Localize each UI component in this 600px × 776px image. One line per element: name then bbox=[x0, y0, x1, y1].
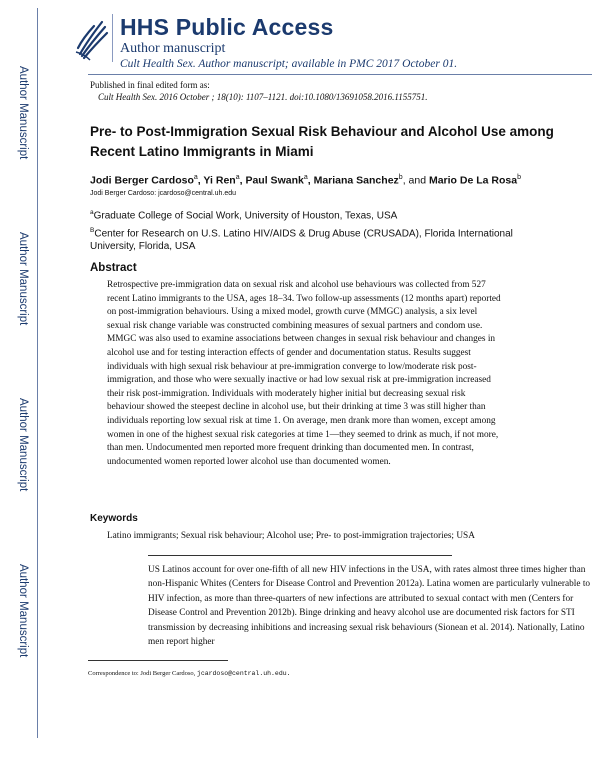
keywords-text: Latino immigrants; Sexual risk behaviour; Alcohol use; Pre- to post-immigration trajectories; USA bbox=[107, 531, 475, 541]
sidebar-label: Author Manuscript bbox=[17, 66, 29, 160]
abstract-text: Retrospective pre-immigration data on sexual risk and alcohol use behaviours was collected from 527 recent Latino immigrants to the USA, ages 18–34. Two follow-up assessments (12 months apart) reported on post-immigration behaviours. Using a mixed model, growth curve (MMGC) analysis, a six level sexual risk change variable was constructed combining measures of sexual partners and condom use. MMGC was also used to examine associations between changes in sexual risk behaviour and changes in alcohol use and for testing interaction effects of gender and documentation status. Results suggest individuals with high sexual risk behaviour at pre-immigration converge to low/moderate risk post-immigration, and those who were sexually inactive or had low sexual risk at pre-immigration increased their risk post-immigration. Individuals with moderately higher initial but decreasing sexual risk behaviour showed the steepest decline in alcohol use, but their drinking at time 3 was still higher than individuals reporting low sexual risk at time 1. On average, men drank more than women, except among women in one of the highest sexual risk categories at time 1—they seemed to drink as much, if not more, than men. Undocumented men reported more frequent drinking than documented men. In contrast, undocumented women reported lower alcohol use than documented women. bbox=[107, 280, 501, 467]
footnote-divider bbox=[88, 660, 228, 661]
sidebar-label: Author Manuscript bbox=[17, 398, 29, 492]
author-email: Jodi Berger Cardoso: jcardoso@central.uh.edu bbox=[90, 190, 237, 197]
publication-info bbox=[90, 79, 427, 103]
published-line: Published in final edited form as: bbox=[90, 80, 210, 90]
header-subtitle: Author manuscript bbox=[120, 41, 226, 56]
author-list: Jodi Berger Cardoso$^a$, Yi Ren$^a$, Paul Swank$^a$, Mariana Sanchez$^b$, and Mario De La Rosa$^b$ bbox=[90, 174, 521, 187]
sidebar-label: Author Manuscript bbox=[17, 232, 29, 326]
affiliation: $^a$Graduate College of Social Work, University of Houston, Texas, USA bbox=[90, 209, 398, 222]
sidebar-label: Author Manuscript bbox=[17, 564, 29, 658]
header-divider bbox=[88, 74, 592, 75]
section-divider bbox=[148, 555, 452, 556]
hhs-eagle-logo-icon bbox=[72, 14, 113, 62]
affiliation: $^B$Center for Research on U.S. Latino HIV/AIDS & Drug Abuse (CRUSADA), Florida International University, Florida, USA bbox=[90, 227, 513, 253]
citation: Cult Health Sex. 2016 October ; 18(10): 1107–1121. doi:10.1080/13691058.2016.1155751. bbox=[98, 92, 428, 102]
abstract-heading: Abstract bbox=[90, 262, 137, 274]
sidebar-divider bbox=[37, 8, 38, 738]
journal-line: Cult Health Sex. Author manuscript; available in PMC 2017 October 01. bbox=[120, 58, 458, 70]
keywords-heading: Keywords bbox=[90, 513, 138, 524]
correspondence-footnote: Correspondence to: Jodi Berger Cardoso, jcardoso@central.uh.edu. bbox=[88, 670, 291, 677]
header-title: HHS Public Access bbox=[120, 14, 334, 40]
article-title: Pre- to Post-Immigration Sexual Risk Behaviour and Alcohol Use among Recent Latino Immigrants in Miami bbox=[90, 124, 554, 159]
intro-paragraph: US Latinos account for over one-fifth of all new HIV infections in the USA, with rates almost three times higher than non-Hispanic Whites (Centers for Disease Control and Prevention 2012a). Latina women are particularly vulnerable to HIV infection, as more than three-quarters of new infections are attributed to sexual contact with men (Centers for Disease Control and Prevention 2012b). Binge drinking and heavy alcohol use are documented risk factors for STI transmission by decreasing inhibitions and increasing sexual risk behaviours (Sionean et al. 2014). Nationally, Latino men report higher bbox=[148, 565, 591, 648]
